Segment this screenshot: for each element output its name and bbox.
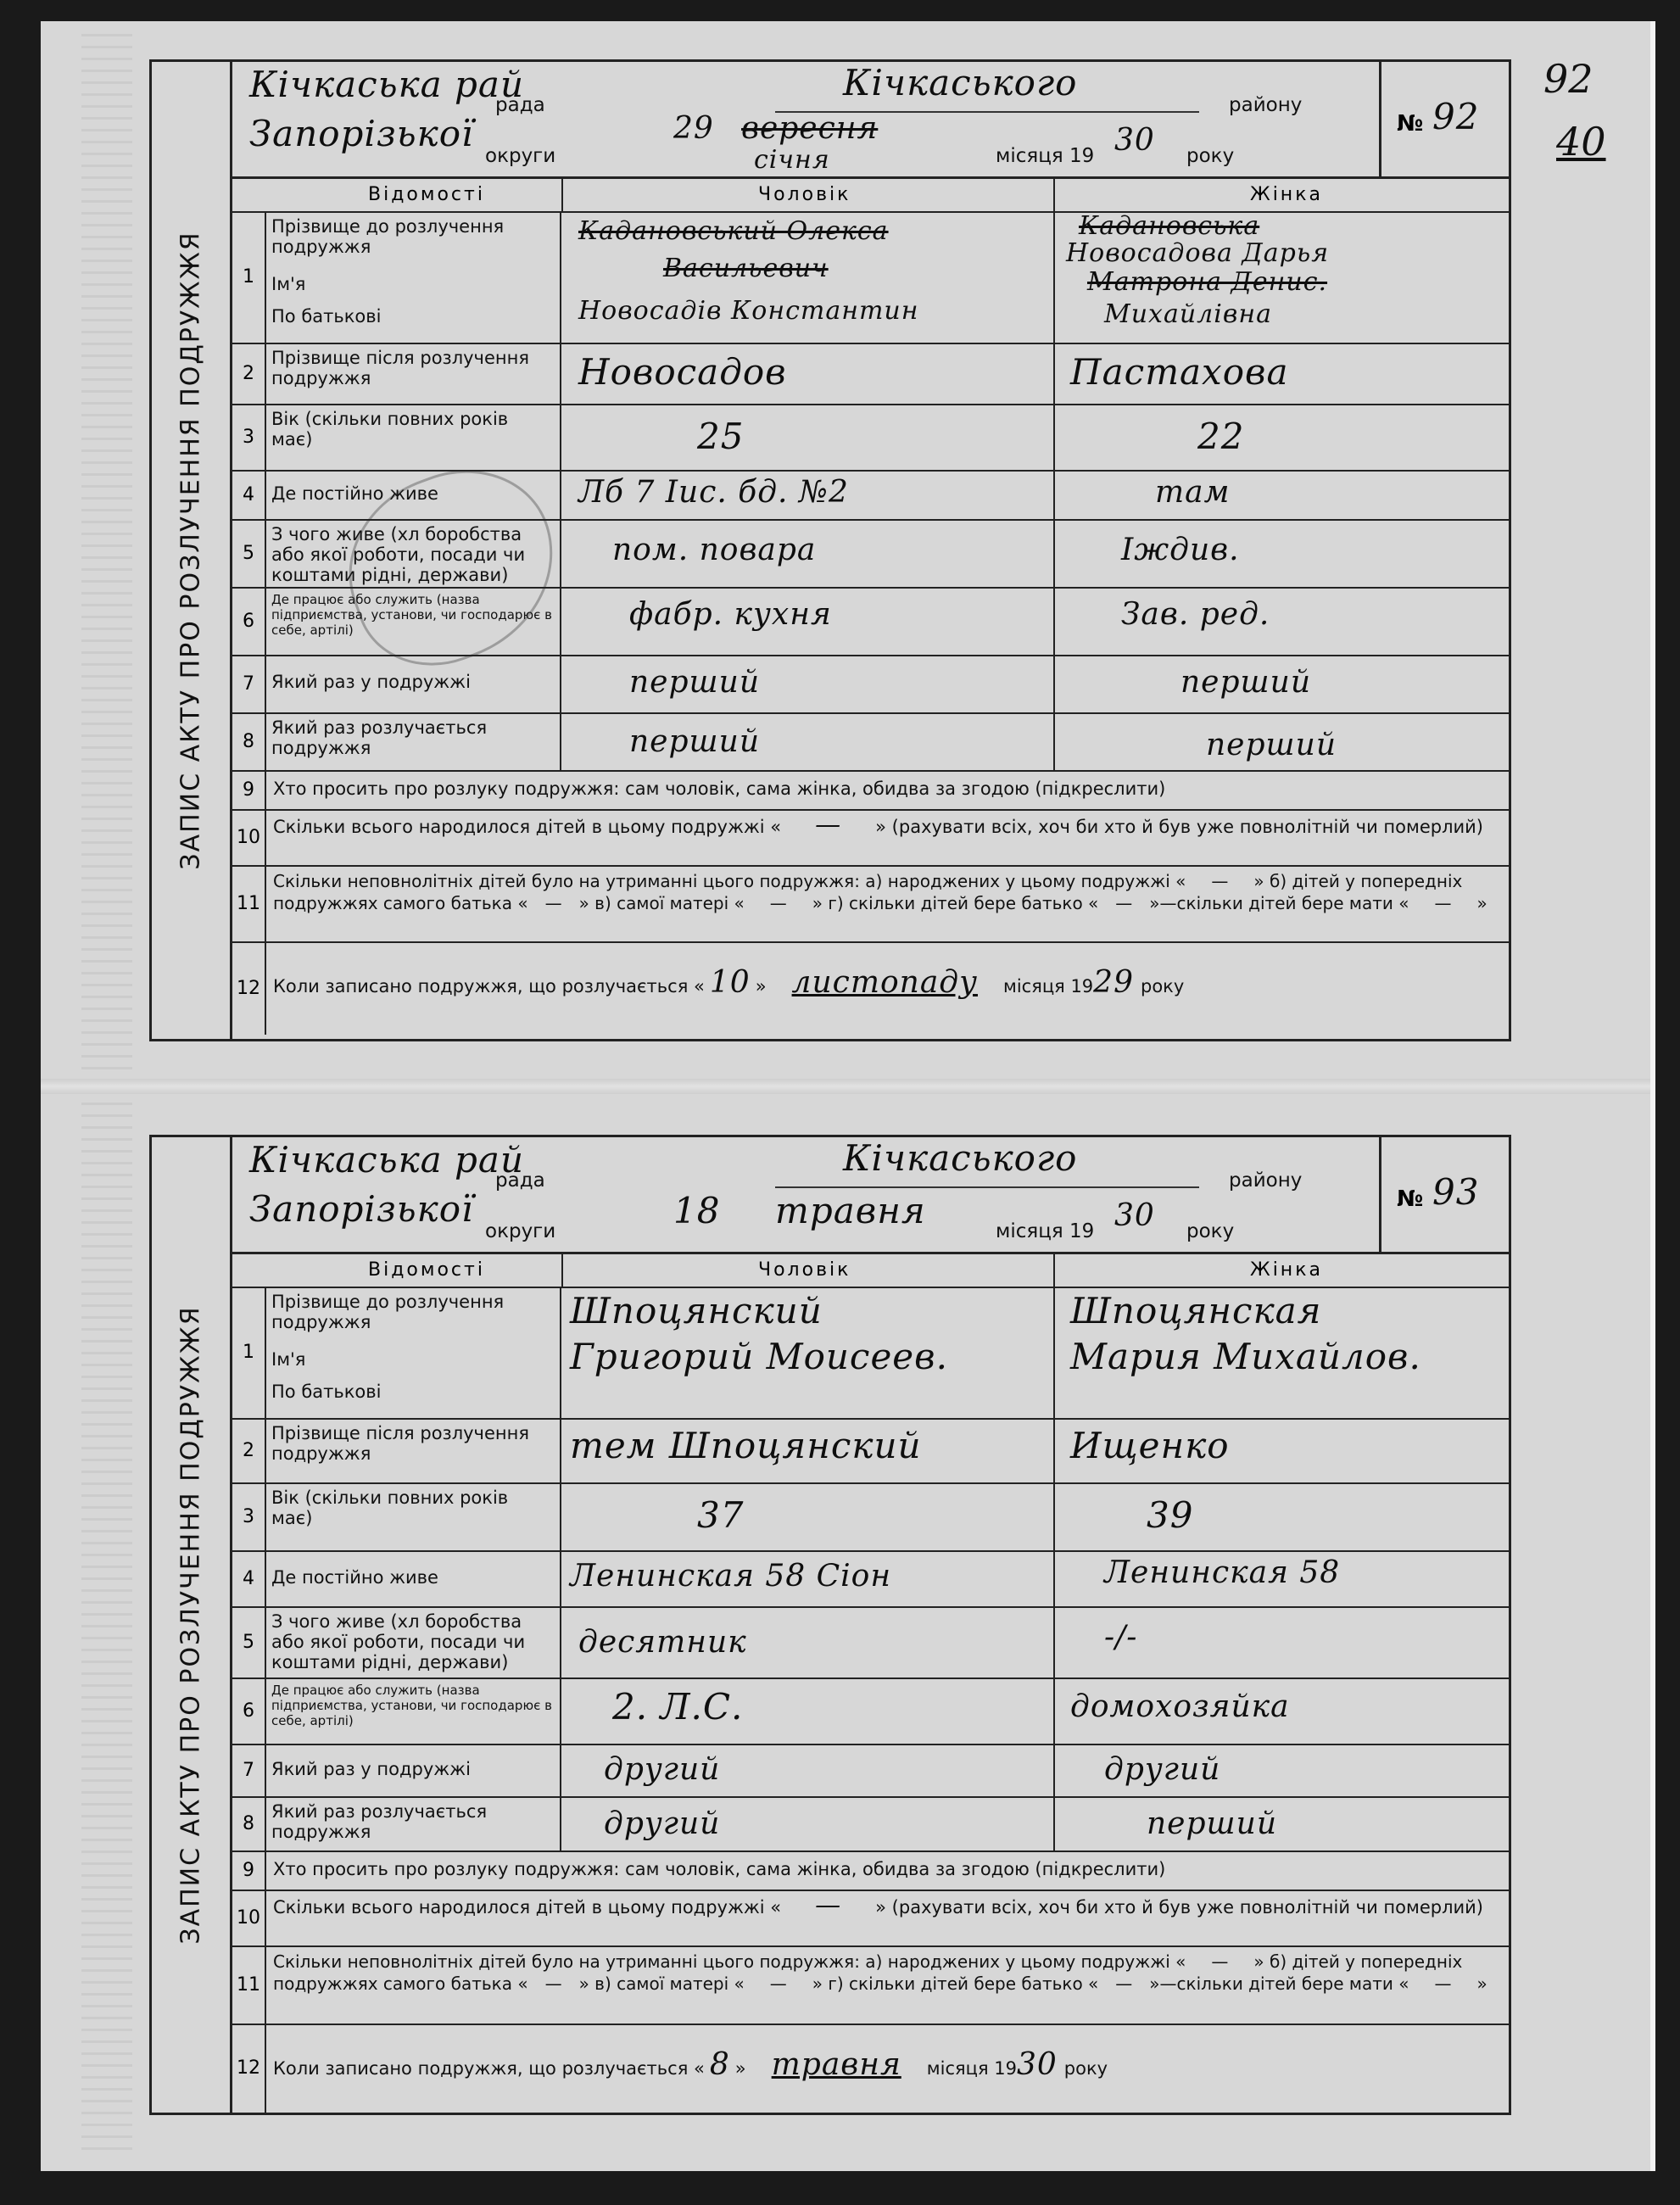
misyatsia-label: місяця 19 <box>996 1220 1095 1242</box>
number-label: № <box>1397 1186 1424 1212</box>
table-row: 5 З чого живе (хл боробства або якої роботи, посади чи коштами рідні, держави) пом. повара Іждив. <box>232 519 1509 589</box>
table-row: 7 Який раз у подружжі другий другий <box>232 1744 1509 1798</box>
year-value: 30 <box>1114 123 1155 158</box>
record-number-box <box>1379 1137 1509 1252</box>
table-row: 12 Коли записано подружжя, що розлучається « 8 » травня місяця 1930 року <box>232 2024 1509 2113</box>
record-header <box>232 62 1509 176</box>
table-row: 11 Скільки неповнолітніх дітей було на утриманні цього подружжя: а) народжених у цьому подружжі « — » б) дітей у попередніх подружжях самого батька « — » в) самої матері « — » г) скільки дітей бере батько « — »—скільки дітей бере мати « — » <box>232 1945 1509 2025</box>
table-row: 6 Де працює або служить (назва підприємства, установи, чи господарює в себе, артілі) фабр. кухня Зав. ред. <box>232 587 1509 656</box>
vertical-title: ЗАПИС АКТУ ПРО РОЗЛУЧЕННЯ ПОДРУЖЖЯ <box>152 62 232 1039</box>
table-row: 8 Який раз розлучається подружжя другий перший <box>232 1796 1509 1852</box>
record-number: 92 <box>1432 96 1480 137</box>
month-value: травня <box>775 1190 926 1231</box>
divorce-record-form-2 <box>149 1135 1511 2115</box>
binding-stitch <box>81 34 132 2154</box>
day-value: 29 <box>673 111 714 146</box>
record-header <box>232 1137 1509 1252</box>
table-row: 3 Вік (скільки повних років має) 37 39 <box>232 1482 1509 1552</box>
raionu-label: району <box>1229 94 1303 116</box>
okrugy-label: округи <box>485 1220 556 1242</box>
vertical-title: ЗАПИС АКТУ ПРО РОЗЛУЧЕННЯ ПОДРУЖЖЯ <box>152 1137 232 2113</box>
rada-value: Кічкаська рай <box>249 1139 525 1181</box>
col-vidomosti: Відомості <box>368 184 485 205</box>
month-alt-value: січня <box>754 145 830 175</box>
month-value: вересня <box>741 111 879 146</box>
okrugy-value: Запорізької <box>249 113 474 154</box>
table-row: 1 Прізвище до розлучення подружжя Ім'я По батькові Шпоцянский Григорий Моисеев. Шпоцянская Мария Михайлов. <box>232 1287 1509 1420</box>
table-header-row <box>232 1254 1509 1288</box>
misyatsia-label: місяця 19 <box>996 145 1095 167</box>
table-row: 9 Хто просить про розлуку подружжя: сам чоловік, сама жінка, обидва за згодою (підкреслити) <box>232 1851 1509 1891</box>
table-row: 12 Коли записано подружжя, що розлучається « 10 » листопаду місяця 1929 року <box>232 941 1509 1035</box>
raionu-value: Кічкаського <box>843 1137 1078 1179</box>
year-value: 30 <box>1114 1198 1155 1233</box>
table-row: 2 Прізвище після розлучення подружжя тем Шпоцянский Ищенко <box>232 1418 1509 1484</box>
table-header-row <box>232 179 1509 213</box>
table-row: 5 З чого живе (хл боробства або якої роботи, посади чи коштами рідні, держави) десятник -/- <box>232 1606 1509 1679</box>
rada-value: Кічкаська рай <box>249 64 525 105</box>
col-cholovik: Чоловік <box>758 184 851 205</box>
table-row: 9 Хто просить про розлуку подружжя: сам чоловік, сама жінка, обидва за згодою (підкреслити) <box>232 770 1509 811</box>
record-number-box <box>1379 62 1509 176</box>
roku-label: року <box>1186 1220 1235 1242</box>
okrugy-value: Запорізької <box>249 1188 474 1230</box>
table-row: 10 Скільки всього народилося дітей в цьому подружжі « — » (рахувати всіх, хоч би хто й був уже повнолітній чи померлий) <box>232 1890 1509 1947</box>
col-zhinka: Жінка <box>1250 184 1323 205</box>
col-vidomosti: Відомості <box>368 1259 485 1281</box>
table-row: 7 Який раз у подружжі перший перший <box>232 655 1509 714</box>
table-row: 4 Де постійно живе Лб 7 Іис. бд. №2 там <box>232 470 1509 521</box>
table-row: 6 Де працює або служить (назва підприємства, установи, чи господарює в себе, артілі) 2. Л.С. домохозяйка <box>232 1677 1509 1745</box>
table-row: 11 Скільки неповнолітніх дітей було на утриманні цього подружжя: а) народжених у цьому подружжі « — » б) дітей у попередніх подружжях самого батька « — » в) самої матері « — » г) скільки дітей бере батько « — »—скільки дітей бере мати « — » <box>232 865 1509 943</box>
table-row: 1 Прізвище до розлучення подружжя Ім'я По батькові Кадановський Олекса Васильевич Новосадів Константин Кадановська Новосадова Дарья Матрона Денис. Михайлівна <box>232 211 1509 344</box>
rada-label: рада <box>495 1169 545 1192</box>
okrugy-label: округи <box>485 145 556 167</box>
record-table <box>232 1252 1509 2113</box>
col-zhinka: Жінка <box>1250 1259 1323 1281</box>
page-mark: 40 <box>1556 119 1606 165</box>
rada-label: рада <box>495 94 545 116</box>
table-row: 4 Де постійно живе Ленинская 58 Сіон Ленинская 58 <box>232 1550 1509 1608</box>
table-row: 10 Скільки всього народилося дітей в цьому подружжі « — » (рахувати всіх, хоч би хто й був уже повнолітній чи померлий) <box>232 809 1509 867</box>
table-row: 3 Вік (скільки повних років має) 25 22 <box>232 404 1509 472</box>
roku-label: року <box>1186 145 1235 167</box>
page-number: 92 <box>1543 56 1593 102</box>
record-number: 93 <box>1432 1171 1480 1213</box>
page-fold <box>41 1079 1650 1094</box>
col-cholovik: Чоловік <box>758 1259 851 1281</box>
table-row: 8 Який раз розлучається подружжя перший перший <box>232 712 1509 772</box>
number-label: № <box>1397 111 1424 137</box>
day-value: 18 <box>673 1190 721 1231</box>
table-row: 2 Прізвище після розлучення подружжя Новосадов Пастахова <box>232 343 1509 405</box>
raionu-value: Кічкаського <box>843 62 1078 103</box>
raionu-label: району <box>1229 1169 1303 1192</box>
